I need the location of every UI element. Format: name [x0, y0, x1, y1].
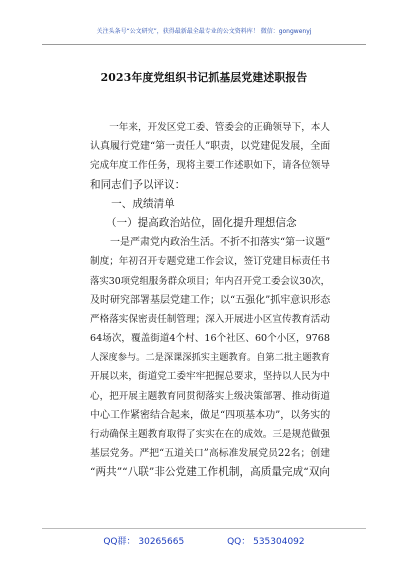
document-body — [90, 118, 330, 483]
body-line: 一是严肃党内政治生活。不折不扣落实“第一议题” — [90, 237, 330, 249]
body-line: 完成年度工作任务，现将主要工作述职如下，请各位领导 — [90, 160, 330, 172]
body-line: 一年来，开发区党工委、管委会的正确领导下，本人 — [90, 122, 330, 133]
body-line: 人深度参与。二是深课深抓实主题教育。自第二批主题教育 — [90, 352, 330, 364]
document-title: 2023年度党组织书记抓基层党建述职报告 — [100, 71, 308, 84]
body-line: 落实30项党组服务群众项目；年内召开党工委会议30次， — [90, 275, 330, 287]
footer-qq: QQ： 535304092 — [227, 537, 305, 547]
body-line: 制度；年初召开专题党建工作会议，签订党建目标责任书 — [90, 256, 330, 268]
body-line: 和同志们予以评议： — [90, 178, 186, 191]
body-line: 中心工作紧密结合起来，做足“四项基本功”，以务实的 — [90, 409, 330, 421]
body-line: “两共”“八联”非公党建工作机制，高质量完成“双向 — [90, 466, 330, 479]
body-line: 行动确保主题教育取得了实实在在的成效。三是规范做强 — [90, 429, 330, 440]
header-notice: 关注头条号“公文研究”，获得最新最全最专业的公文资料库！ 微信：gongwenyj — [96, 28, 312, 35]
body-line: 认真履行党建“第一责任人”职责，以党建促发展，全面 — [90, 141, 330, 153]
body-line: 64场次，覆盖街道4个村、16个社区、60个小区，9768 — [90, 333, 330, 345]
footer-divider — [42, 528, 366, 529]
subsection-heading: （一）提高政治站位，固化提升理想信念 — [90, 216, 297, 229]
body-line: 基层党务。严把“五道关口”高标准发展党员22名；创建 — [90, 448, 330, 460]
section-heading: 一、成绩清单 — [90, 197, 175, 210]
footer-qq-group: QQ群： 30265665 — [103, 537, 185, 547]
body-line: 严格落实保密责任制管理；深入开展进小区宣传教育活动 — [90, 313, 330, 325]
body-line: 心，把开展主题教育同贯彻落实上级决策部署、推动街道 — [90, 390, 330, 402]
header-divider — [42, 44, 366, 45]
body-line: 开展以来，街道党工委牢牢把握总要求，坚持以人民为中 — [90, 371, 330, 383]
footer-contacts — [0, 534, 408, 547]
body-line: 及时研究部署基层党建工作；以“五强化”抓牢意识形态 — [90, 294, 330, 306]
